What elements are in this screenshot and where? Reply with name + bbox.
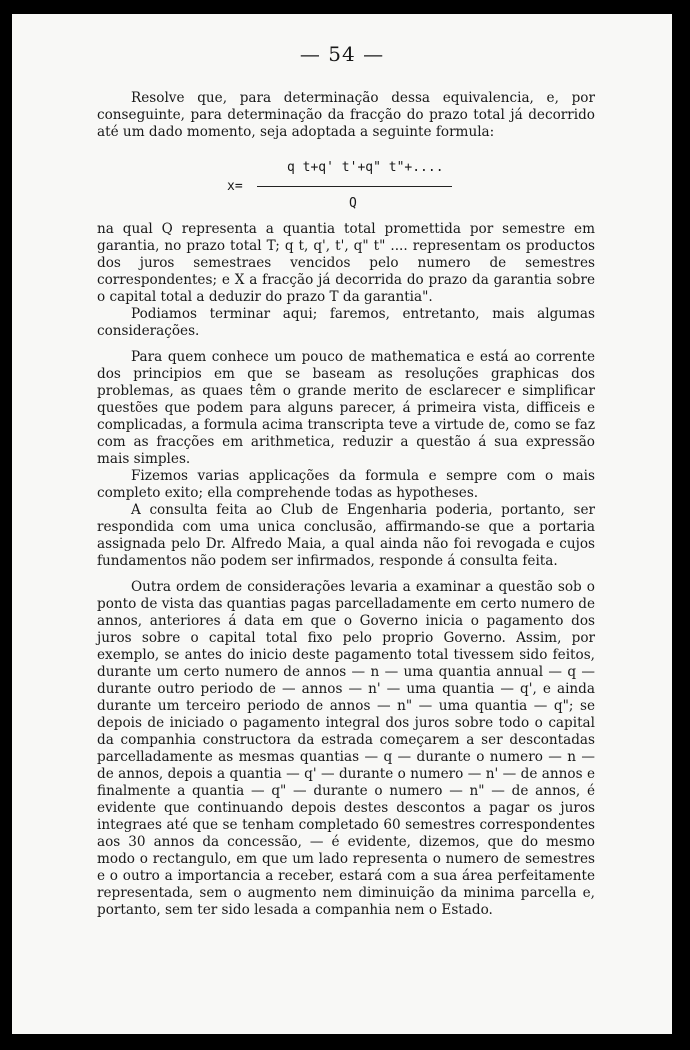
body-text bbox=[97, 90, 595, 919]
paragraph-definitions: na qual Q representa a quantia total promettida por semestre em garantia, no prazo total T; q t, q', t', q" t" .... representam os productos dos juros semestraes vencidos pelo numero de semestres correspondentes; e X a fracção já decorrida do prazo da garantia sobre o capital total a deduzir do prazo T da garantia". bbox=[97, 221, 595, 305]
formula-fraction-bar bbox=[257, 186, 452, 187]
paragraph-consultation: A consulta feita ao Club de Engenharia poderia, portanto, ser respondida com uma unica conclusão, affirmando-se que a portaria assignada pelo Dr. Alfredo Maia, a qual ainda não foi revogada e cujos fundamentos não podem ser infirmados, responde á consulta feita. bbox=[97, 502, 595, 569]
formula-denominator: Q bbox=[349, 196, 357, 211]
paragraph-considerations: Podiamos terminar aqui; faremos, entretanto, mais algumas considerações. bbox=[97, 306, 595, 339]
formula bbox=[97, 145, 595, 217]
paragraph-other-order: Outra ordem de considerações levaria a examinar a questão sob o ponto de vista das quantias pagas parcelladamente em certo numero de annos, anteriores á data em que o Governo inicia o pagamento dos juros sobre o capital total fixo pelo proprio Governo. Assim, por exemplo, se antes do inicio deste pagamento total tivessem sido feitos, durante um certo numero de annos — n — uma quantia annual — q — durante outro periodo de — annos — n' — uma quantia — q', e ainda durante um terceiro periodo de annos — n" — uma quantia — q"; se depois de iniciado o pagamento integral dos juros sobre todo o capital da companhia constructora da estrada começarem a ser descontadas parcelladamente as mesmas quantias — q — durante o numero — n — de annos, depois a quantia — q' — durante o numero — n' — de annos e finalmente a quantia — q" — durante o numero — n" — de annos, é evidente que continuando depois destes descontos a pagar os juros integraes até que se tenham completado 60 semestres correspondentes aos 30 annos da concessão, — é evidente, dizemos, que do mesmo modo o rectangulo, em que um lado representa o numero de semestres e o outro a importancia a receber, estará com a sua área perfeitamente representada, sem o augmento nem diminuição da minima parcella e, portanto, sem ter sido lesada a companhia nem o Estado. bbox=[97, 579, 595, 918]
document-page bbox=[12, 14, 672, 1034]
paragraph-applications: Fizemos varias applicações da formula e sempre com o mais completo exito; ella comprehende todas as hypotheses. bbox=[97, 468, 595, 501]
intro-paragraph: Resolve que, para determinação dessa equivalencia, e, por conseguinte, para determinação da fracção do prazo total já decorrido até um dado momento, seja adoptada a seguinte formula: bbox=[97, 90, 595, 140]
formula-numerator: q t+q' t'+q" t"+.... bbox=[287, 160, 444, 175]
formula-lhs: x= bbox=[227, 179, 243, 194]
paragraph-mathematics: Para quem conhece um pouco de mathematica e está ao corrente dos principios em que se baseam as resoluções graphicas dos problemas, as quaes têm o grande merito de esclarecer e simplificar questões que podem para alguns parecer, á primeira vista, difficeis e complicadas, a formula acima transcripta teve a virtude de, como se faz com as fracções em arithmetica, reduzir a questão á sua expressão mais simples. bbox=[97, 349, 595, 467]
page-number: — 54 — bbox=[299, 42, 385, 66]
